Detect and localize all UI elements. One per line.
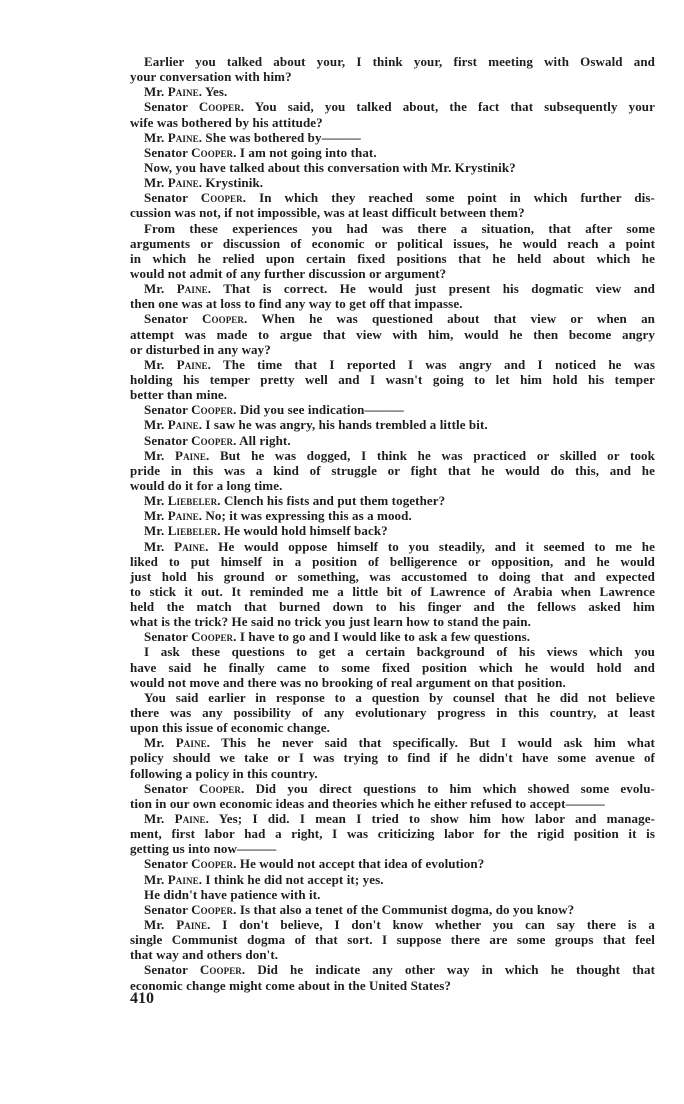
speaker-title: Mr. bbox=[144, 811, 165, 827]
line-text: No; it was expressing this as a mood. bbox=[205, 508, 412, 524]
speaker-title: Mr. bbox=[144, 538, 165, 554]
text-line bbox=[130, 236, 655, 251]
text-line bbox=[130, 311, 655, 326]
speaker-name: Paine. bbox=[167, 871, 203, 887]
speaker-name: Cooper. bbox=[191, 144, 237, 160]
line-text: Did you see indication——— bbox=[239, 402, 404, 418]
speaker-title: Senator bbox=[144, 190, 188, 206]
speaker-name: Paine. bbox=[175, 735, 211, 751]
continuation-paragraph bbox=[130, 887, 655, 902]
line-text: ment, first labor had a right, I was criticizing labor for the rigid position it is bbox=[130, 826, 655, 842]
speaker-name: Paine. bbox=[167, 129, 203, 145]
testimony-paragraph bbox=[130, 145, 655, 160]
speaker-name: Paine. bbox=[176, 917, 211, 933]
speaker-name: Paine. bbox=[175, 447, 210, 463]
continuation-paragraph bbox=[130, 690, 655, 735]
testimony-paragraph bbox=[130, 962, 655, 992]
line-text: holding his temper pretty well and I wasn't going to let him hold his temper bbox=[130, 371, 655, 387]
line-text: upon this issue of economic change. bbox=[130, 720, 330, 736]
text-line bbox=[130, 433, 655, 448]
transcript-body bbox=[130, 54, 655, 993]
text-line bbox=[130, 145, 655, 160]
line-text: But he was dogged, I think he was practiced or skilled or took bbox=[219, 447, 655, 463]
text-line bbox=[130, 750, 655, 765]
text-line bbox=[130, 841, 655, 856]
text-line bbox=[130, 720, 655, 735]
speaker-name: Cooper. bbox=[191, 402, 237, 418]
speaker-title: Mr. bbox=[144, 417, 165, 433]
speaker-title: Mr. bbox=[144, 493, 165, 509]
line-text: I think he did not accept it; yes. bbox=[205, 871, 384, 887]
line-text: You said earlier in response to a question by counsel that he did not believe bbox=[144, 689, 655, 705]
line-text: I am not going into that. bbox=[239, 144, 377, 160]
speaker-name: Liebeler. bbox=[167, 493, 221, 509]
speaker-name: Paine. bbox=[174, 811, 209, 827]
line-text: This he never said that specifically. But I would ask him what bbox=[221, 735, 655, 751]
speaker-title: Senator bbox=[144, 311, 188, 327]
text-line bbox=[130, 508, 655, 523]
continuation-paragraph bbox=[130, 644, 655, 689]
speaker-title: Mr. bbox=[144, 129, 165, 145]
speaker-title: Senator bbox=[144, 629, 188, 645]
speaker-title: Mr. bbox=[144, 84, 165, 100]
text-line bbox=[130, 569, 655, 584]
line-text: You said, you talked about, the fact that subsequently your bbox=[254, 99, 655, 115]
speaker-name: Cooper. bbox=[191, 856, 237, 872]
text-line bbox=[130, 947, 655, 962]
line-text: would do it for a long time. bbox=[130, 477, 283, 493]
text-line bbox=[130, 402, 655, 417]
text-line bbox=[130, 554, 655, 569]
line-text: single Communist dogma of that sort. I suppose there are some groups that feel bbox=[130, 932, 655, 948]
speaker-name: Cooper. bbox=[191, 432, 237, 448]
speaker-name: Cooper. bbox=[198, 99, 245, 115]
line-text: He would oppose himself to you steadily, and it seemed to me he bbox=[218, 538, 655, 554]
line-text: Yes. bbox=[204, 84, 228, 100]
line-text: He didn't have patience with it. bbox=[144, 886, 321, 902]
text-line bbox=[130, 539, 655, 554]
text-line bbox=[130, 796, 655, 811]
line-text: Yes; I did. I mean I tried to show him how labor and manage- bbox=[218, 811, 655, 827]
speaker-name: Cooper. bbox=[191, 629, 237, 645]
testimony-paragraph bbox=[130, 417, 655, 432]
text-line bbox=[130, 902, 655, 917]
line-text: I don't believe, I don't know whether you can say there is a bbox=[222, 917, 655, 933]
speaker-title: Senator bbox=[144, 856, 188, 872]
speaker-title: Mr. bbox=[144, 281, 165, 297]
text-line bbox=[130, 705, 655, 720]
text-line bbox=[130, 54, 655, 69]
speaker-title: Senator bbox=[144, 962, 188, 978]
line-text: Did you direct questions to him which showed some evolu- bbox=[255, 780, 655, 796]
testimony-paragraph bbox=[130, 856, 655, 871]
speaker-title: Mr. bbox=[144, 447, 165, 463]
speaker-title: Mr. bbox=[144, 917, 165, 933]
testimony-paragraph bbox=[130, 539, 655, 630]
text-line bbox=[130, 84, 655, 99]
text-line bbox=[130, 826, 655, 841]
text-line bbox=[130, 190, 655, 205]
testimony-paragraph bbox=[130, 781, 655, 811]
speaker-name: Paine. bbox=[167, 84, 203, 100]
testimony-paragraph bbox=[130, 99, 655, 129]
text-line bbox=[130, 917, 655, 932]
line-text: wife was bothered by his attitude? bbox=[130, 114, 323, 130]
testimony-paragraph bbox=[130, 872, 655, 887]
line-text: attempt was made to argue that view with him, would he then become angry bbox=[130, 326, 655, 342]
text-line bbox=[130, 327, 655, 342]
testimony-paragraph bbox=[130, 357, 655, 402]
line-text: arguments or discussion of economic or political issues, he would reach a point bbox=[130, 235, 655, 251]
text-line bbox=[130, 675, 655, 690]
speaker-name: Paine. bbox=[176, 281, 212, 297]
speaker-title: Mr. bbox=[144, 523, 165, 539]
text-line bbox=[130, 417, 655, 432]
line-text: then one was at loss to find any way to get off that impasse. bbox=[130, 296, 463, 312]
line-text: He would not accept that idea of evolution? bbox=[239, 856, 485, 872]
line-text: In which they reached some point in which further dis- bbox=[259, 190, 655, 206]
speaker-title: Senator bbox=[144, 780, 188, 796]
testimony-paragraph bbox=[130, 917, 655, 962]
speaker-name: Paine. bbox=[167, 508, 203, 524]
testimony-paragraph bbox=[130, 190, 655, 220]
speaker-name: Paine. bbox=[176, 356, 211, 372]
line-text: or disturbed in any way? bbox=[130, 341, 271, 357]
text-line bbox=[130, 463, 655, 478]
line-text: policy should we take or I was trying to find if he didn't have some avenue of bbox=[130, 750, 655, 766]
line-text: there was any possibility of any evolutionary progress in this country, at least bbox=[130, 705, 655, 721]
line-text: pride in this was a kind of struggle or fight that he would do this, and he bbox=[130, 462, 655, 478]
speaker-title: Mr. bbox=[144, 175, 165, 191]
testimony-paragraph bbox=[130, 523, 655, 538]
testimony-paragraph bbox=[130, 84, 655, 99]
text-line bbox=[130, 523, 655, 538]
speaker-name: Paine. bbox=[174, 538, 209, 554]
line-text: held the match that burned down to his finger and the fellows asked him bbox=[130, 599, 655, 615]
line-text: I have to go and I would like to ask a few questions. bbox=[239, 629, 531, 645]
line-text: Is that also a tenet of the Communist dogma, do you know? bbox=[239, 901, 575, 917]
text-line bbox=[130, 660, 655, 675]
line-text: to stick it out. It reminded me a little bit of Lawrence of Arabia when Lawrence bbox=[130, 583, 655, 599]
speaker-title: Mr. bbox=[144, 735, 165, 751]
testimony-paragraph bbox=[130, 402, 655, 417]
text-line bbox=[130, 856, 655, 871]
testimony-paragraph bbox=[130, 311, 655, 356]
speaker-name: Cooper. bbox=[191, 901, 237, 917]
text-line bbox=[130, 160, 655, 175]
line-text: your conversation with him? bbox=[130, 69, 292, 85]
text-line bbox=[130, 296, 655, 311]
testimony-paragraph bbox=[130, 175, 655, 190]
line-text: following a policy in this country. bbox=[130, 765, 318, 781]
text-line bbox=[130, 584, 655, 599]
speaker-name: Paine. bbox=[167, 175, 203, 191]
line-text: That is correct. He would just present his dogmatic view and bbox=[223, 281, 655, 297]
text-line bbox=[130, 644, 655, 659]
testimony-paragraph bbox=[130, 493, 655, 508]
text-line bbox=[130, 251, 655, 266]
speaker-title: Senator bbox=[144, 432, 188, 448]
text-line bbox=[130, 978, 655, 993]
text-line bbox=[130, 342, 655, 357]
text-line bbox=[130, 766, 655, 781]
line-text: what is the trick? He said no trick you just learn how to stand the pain. bbox=[130, 614, 531, 630]
line-text: Krystinik. bbox=[205, 175, 264, 191]
line-text: Did he indicate any other way in which he thought that bbox=[257, 962, 655, 978]
text-line bbox=[130, 932, 655, 947]
text-line bbox=[130, 887, 655, 902]
testimony-paragraph bbox=[130, 902, 655, 917]
line-text: She was bothered by——— bbox=[205, 129, 361, 145]
text-line bbox=[130, 811, 655, 826]
text-line bbox=[130, 735, 655, 750]
line-text: When he was questioned about that view or when an bbox=[261, 311, 655, 327]
testimony-paragraph bbox=[130, 281, 655, 311]
speaker-name: Liebeler. bbox=[167, 523, 221, 539]
speaker-name: Cooper. bbox=[200, 190, 247, 206]
text-line bbox=[130, 478, 655, 493]
line-text: better than mine. bbox=[130, 387, 228, 403]
speaker-title: Senator bbox=[144, 99, 188, 115]
continuation-paragraph bbox=[130, 54, 655, 84]
line-text: economic change might come about in the United States? bbox=[130, 977, 451, 993]
text-line bbox=[130, 872, 655, 887]
testimony-paragraph bbox=[130, 629, 655, 644]
speaker-name: Cooper. bbox=[202, 311, 248, 327]
line-text: would not move and there was no brooking of real argument on that position. bbox=[130, 674, 566, 690]
speaker-title: Senator bbox=[144, 402, 188, 418]
text-line bbox=[130, 357, 655, 372]
text-line bbox=[130, 69, 655, 84]
line-text: getting us into now——— bbox=[130, 841, 277, 857]
text-line bbox=[130, 690, 655, 705]
speaker-title: Mr. bbox=[144, 356, 165, 372]
testimony-paragraph bbox=[130, 811, 655, 856]
text-line bbox=[130, 266, 655, 281]
line-text: He would hold himself back? bbox=[223, 523, 388, 539]
line-text: Clench his fists and put them together? bbox=[223, 493, 446, 509]
continuation-paragraph bbox=[130, 160, 655, 175]
text-line bbox=[130, 130, 655, 145]
text-line bbox=[130, 781, 655, 796]
line-text: tion in our own economic ideas and theories which he either refused to accept——— bbox=[130, 795, 605, 811]
line-text: The time that I reported I was angry and I noticed he was bbox=[222, 356, 656, 372]
text-line bbox=[130, 962, 655, 977]
text-line bbox=[130, 175, 655, 190]
speaker-title: Senator bbox=[144, 901, 188, 917]
text-line bbox=[130, 115, 655, 130]
line-text: I saw he was angry, his hands trembled a little bit. bbox=[205, 417, 488, 433]
text-line bbox=[130, 614, 655, 629]
line-text: I ask these questions to get a certain background of his views which you bbox=[144, 644, 655, 660]
line-text: just hold his ground or something, was accustomed to doing that and expected bbox=[130, 568, 655, 584]
testimony-paragraph bbox=[130, 735, 655, 780]
continuation-paragraph bbox=[130, 221, 655, 282]
text-line bbox=[130, 629, 655, 644]
text-line bbox=[130, 281, 655, 296]
testimony-paragraph bbox=[130, 508, 655, 523]
speaker-title: Mr. bbox=[144, 871, 165, 887]
speaker-title: Senator bbox=[144, 144, 188, 160]
line-text: cussion was not, if not impossible, was at least difficult between them? bbox=[130, 205, 525, 221]
text-line bbox=[130, 387, 655, 402]
speaker-name: Cooper. bbox=[199, 962, 246, 978]
speaker-name: Cooper. bbox=[199, 780, 245, 796]
line-text: Now, you have talked about this conversation with Mr. Krystinik? bbox=[144, 159, 516, 175]
text-line bbox=[130, 372, 655, 387]
text-line bbox=[130, 448, 655, 463]
page-number: 410 bbox=[130, 990, 154, 1007]
line-text: have said he finally came to some fixed position which he would hold and bbox=[130, 659, 655, 675]
line-text: liked to put himself in a position of belligerence or opposition, and he would bbox=[130, 553, 655, 569]
line-text: in which he relied upon certain fixed positions that he held about which he bbox=[130, 250, 655, 266]
line-text: Earlier you talked about your, I think your, first meeting with Oswald and bbox=[144, 54, 655, 69]
testimony-paragraph bbox=[130, 130, 655, 145]
line-text: All right. bbox=[239, 432, 291, 448]
line-text: From these experiences you had was there a situation, that after some bbox=[144, 220, 655, 236]
text-line bbox=[130, 99, 655, 114]
text-line bbox=[130, 205, 655, 220]
text-line bbox=[130, 493, 655, 508]
text-line bbox=[130, 221, 655, 236]
line-text: would not admit of any further discussion or argument? bbox=[130, 265, 447, 281]
speaker-name: Paine. bbox=[167, 417, 203, 433]
testimony-paragraph bbox=[130, 433, 655, 448]
testimony-paragraph bbox=[130, 448, 655, 493]
speaker-title: Mr. bbox=[144, 508, 165, 524]
line-text: that way and others don't. bbox=[130, 947, 279, 963]
text-line bbox=[130, 599, 655, 614]
